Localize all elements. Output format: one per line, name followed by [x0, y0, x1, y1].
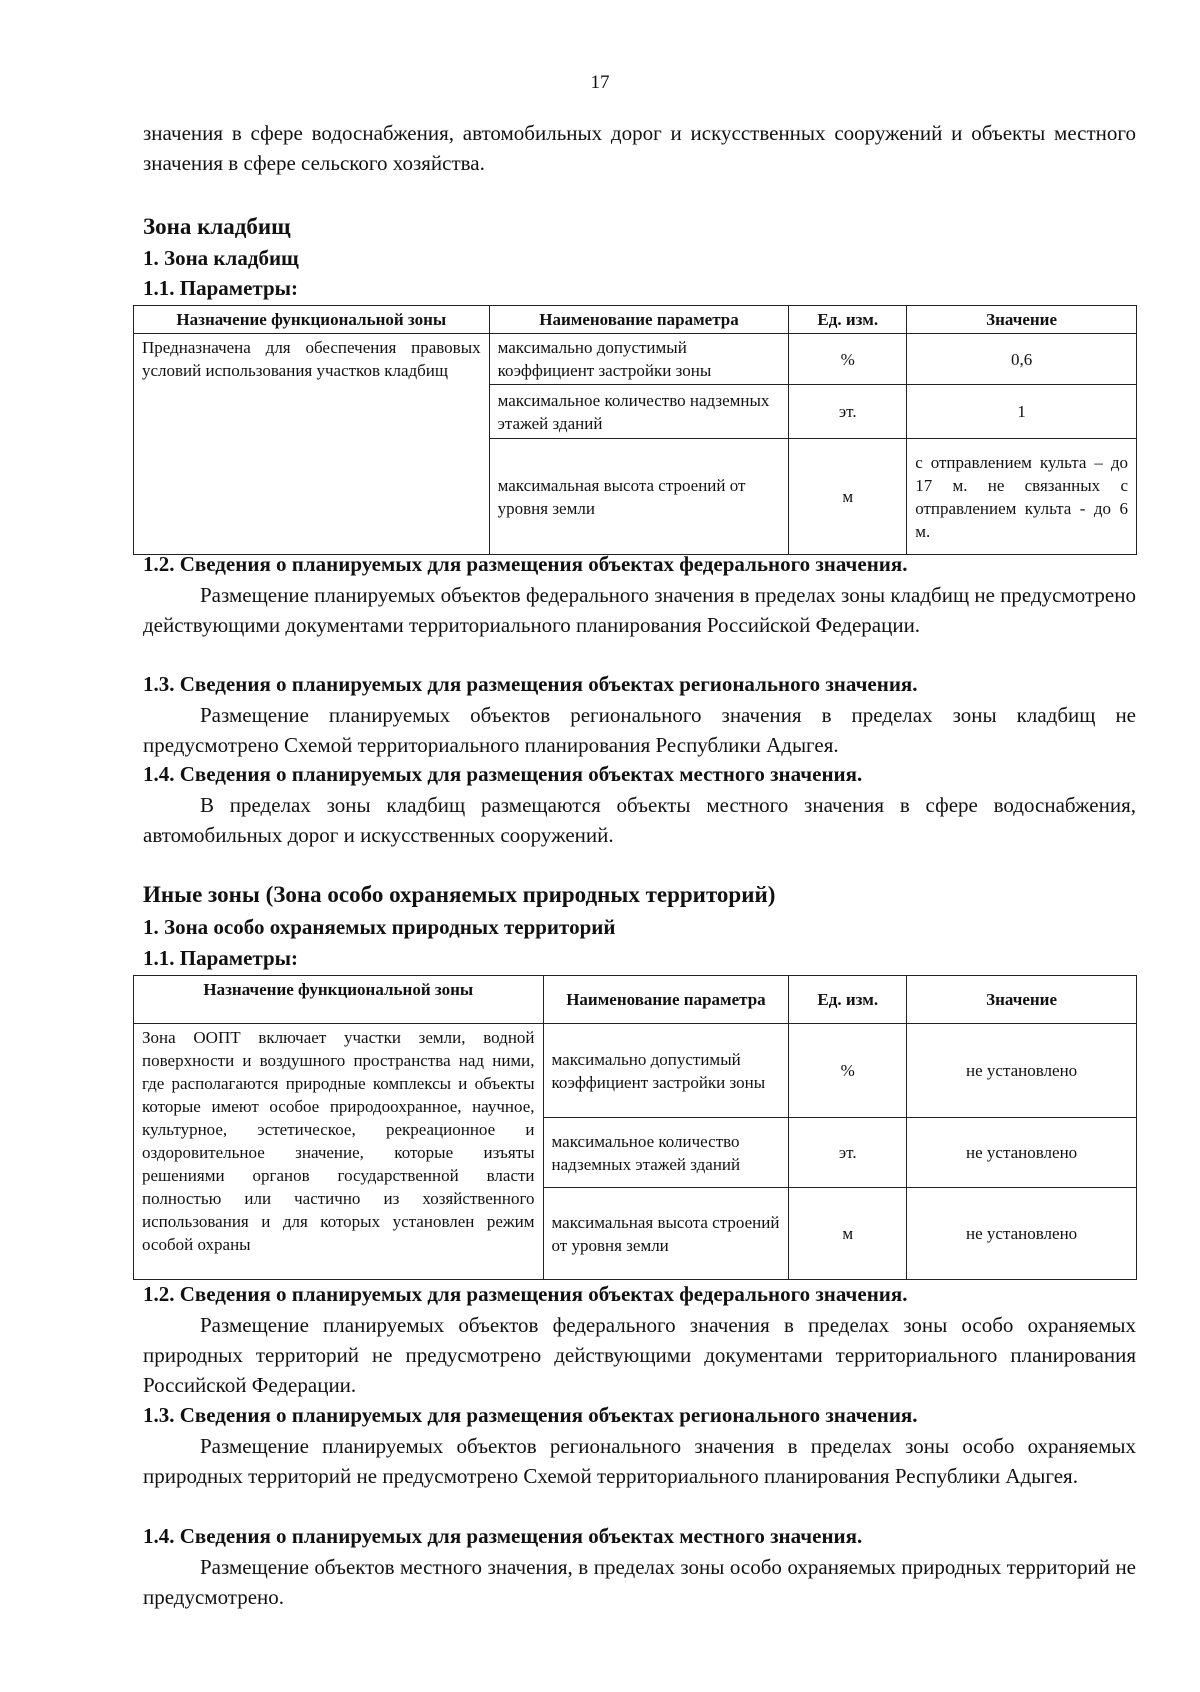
- header-parameter: Наименование параметра: [543, 976, 789, 1024]
- unit-cell: м: [789, 1188, 907, 1280]
- intro-paragraph: значения в сфере водоснабжения, автомобильных дорог и искусственных сооружений и объекты местного значения в сфере сельского хозяйства.: [143, 121, 1136, 175]
- value-cell: не установлено: [907, 1188, 1137, 1280]
- section2-local-heading: 1.4. Сведения о планируемых для размещения объектах местного значения.: [143, 1524, 863, 1548]
- unit-cell: %: [789, 1024, 907, 1118]
- section2-federal-paragraph: Размещение планируемых объектов федерального значения в пределах зоны особо охраняемых природных территорий не предусмотрено действующими документами территориального планирования Российской Федерации.: [143, 1313, 1136, 1397]
- section1-params-heading: 1.1. Параметры:: [143, 276, 299, 300]
- parameter-name-cell: максимальное количество надземных этажей зданий: [543, 1118, 789, 1188]
- value-cell: 1: [907, 385, 1137, 439]
- cemetery-parameters-table: [133, 305, 1137, 555]
- unit-cell: м: [789, 439, 907, 555]
- section2-regional-heading: 1.3. Сведения о планируемых для размещения объектах регионального значения.: [143, 1403, 918, 1427]
- unit-cell: эт.: [789, 385, 907, 439]
- section2-title: Иные зоны (Зона особо охраняемых природных территорий): [143, 882, 776, 907]
- header-unit: Ед. изм.: [789, 976, 907, 1024]
- section1-title: Зона кладбищ: [143, 214, 291, 239]
- zone-purpose-cell: Предназначена для обеспечения правовых условий использования участков кладбищ: [134, 334, 490, 555]
- section1-local-heading: 1.4. Сведения о планируемых для размещения объектах местного значения.: [143, 762, 863, 786]
- section1-federal-heading: 1.2. Сведения о планируемых для размещения объектах федерального значения.: [143, 552, 908, 576]
- section2-params-heading: 1.1. Параметры:: [143, 946, 299, 970]
- unit-cell: эт.: [789, 1118, 907, 1188]
- section2-federal-heading: 1.2. Сведения о планируемых для размещения объектах федерального значения.: [143, 1282, 908, 1306]
- section1-federal-paragraph: Размещение планируемых объектов федерального значения в пределах зоны кладбищ не предусмотрено действующими документами территориального планирования Российской Федерации.: [143, 583, 1136, 637]
- header-unit: Ед. изм.: [789, 306, 907, 334]
- value-cell: не установлено: [907, 1024, 1137, 1118]
- value-cell: с отправлением культа – до 17 м. не связанных с отправлением культа - до 6 м.: [907, 439, 1137, 555]
- section2-regional-paragraph: Размещение планируемых объектов регионального значения в пределах зоны особо охраняемых природных территорий не предусмотрено Схемой территориального планирования Республики Адыгея.: [143, 1434, 1136, 1488]
- section2-local-paragraph: Размещение объектов местного значения, в пределах зоны особо охраняемых природных территорий не предусмотрено.: [143, 1555, 1136, 1609]
- value-cell: не установлено: [907, 1118, 1137, 1188]
- section1-subtitle: 1. Зона кладбищ: [143, 246, 299, 270]
- section1-local-paragraph: В пределах зоны кладбищ размещаются объекты местного значения в сфере водоснабжения, автомобильных дорог и искусственных сооружений.: [143, 793, 1136, 847]
- header-value: Значение: [907, 976, 1137, 1024]
- header-value: Значение: [907, 306, 1137, 334]
- section1-regional-heading: 1.3. Сведения о планируемых для размещения объектах регионального значения.: [143, 672, 918, 696]
- header-purpose: Назначение функциональной зоны: [134, 976, 544, 1024]
- section1-regional-paragraph: Размещение планируемых объектов регионального значения в пределах зоны кладбищ не предусмотрено Схемой территориального планирования Республики Адыгея.: [143, 703, 1136, 757]
- zone-purpose-cell: Зона ООПТ включает участки земли, водной поверхности и воздушного пространства над ними, где располагаются природные комплексы и объекты которые имеют особое природоохранное, научное, культурное, эстетическое, рекреационное и оздоровительное значение, которые изъяты решениями органов государственной власти полностью или частично из хозяйственного использования и для которых установлен режим особой охраны: [134, 1024, 544, 1280]
- parameter-name-cell: максимально допустимый коэффициент застройки зоны: [489, 334, 789, 385]
- parameter-name-cell: максимальная высота строений от уровня земли: [489, 439, 789, 555]
- table-row: [134, 1024, 1137, 1118]
- header-purpose: Назначение функциональной зоны: [134, 306, 490, 334]
- header-parameter: Наименование параметра: [489, 306, 789, 334]
- parameter-name-cell: максимальное количество надземных этажей зданий: [489, 385, 789, 439]
- protected-areas-parameters-table: [133, 975, 1137, 1280]
- table-row: [134, 334, 1137, 385]
- value-cell: 0,6: [907, 334, 1137, 385]
- parameter-name-cell: максимально допустимый коэффициент застройки зоны: [543, 1024, 789, 1118]
- page-number: 17: [590, 72, 610, 93]
- parameter-name-cell: максимальная высота строений от уровня земли: [543, 1188, 789, 1280]
- section2-subtitle: 1. Зона особо охраняемых природных территорий: [143, 915, 616, 939]
- table-header-row: [134, 306, 1137, 334]
- table-header-row: [134, 976, 1137, 1024]
- unit-cell: %: [789, 334, 907, 385]
